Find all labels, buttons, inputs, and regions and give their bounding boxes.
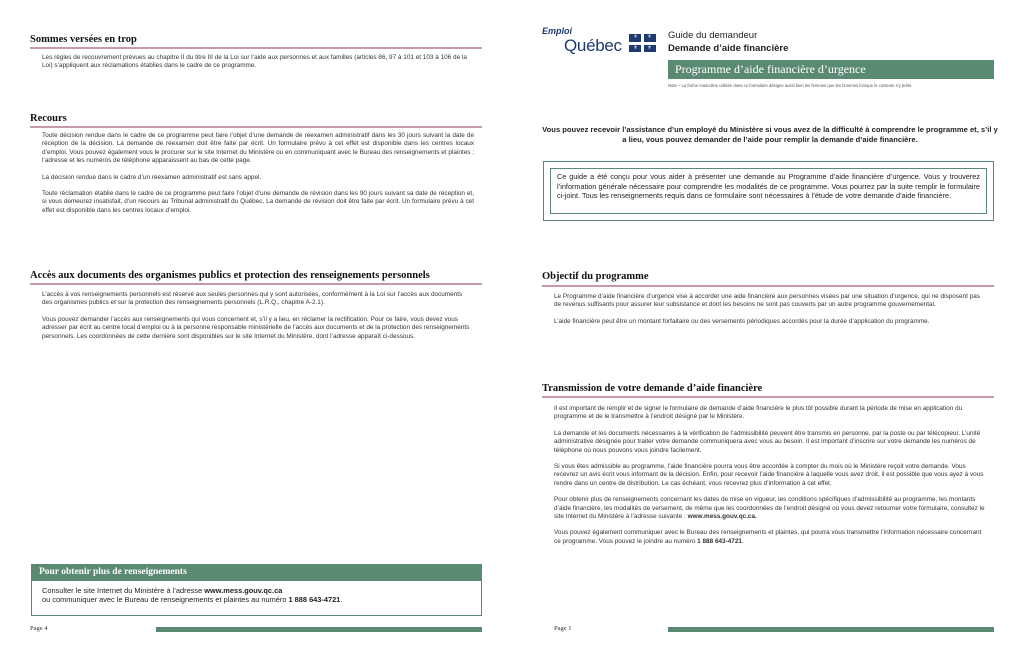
heading-acces: Accès aux documents des organismes publics et protection des renseignements personnels xyxy=(30,270,430,281)
page-number: Page 4 xyxy=(30,625,48,632)
recours-paragraph-2: La décision rendue dans le cadre d’un réexamen administratif est sans appel. xyxy=(42,173,262,181)
sommes-paragraph: Les règles de recouvrement prévues au chapitre II du titre III de la Loi sur l’aide aux personnes et aux familles (articles 86, 97 à 101 et 103 à 106 de la Loi) s’appliquent aux réclamations établies dans le cadre de ce programme. xyxy=(42,54,467,70)
transmission-text xyxy=(554,405,986,554)
page-number: Page 1 xyxy=(554,625,572,632)
heading-recours: Recours xyxy=(30,113,67,124)
website-link[interactable]: www.mess.gouv.qc.ca. xyxy=(687,513,757,521)
sommes-text xyxy=(42,54,474,79)
program-banner: Programme d’aide financière d’urgence xyxy=(668,60,994,79)
footer-bar xyxy=(668,627,994,632)
heading-sommes: Sommes versées en trop xyxy=(30,34,137,45)
transmission-p4-text: Pour obtenir plus de renseignements concernant les dates de mise en vigueur, les conditions spécifiques d’admissibilité au programme, les montants d’aide financière, les modalités de versement, de même que les coordonnées de l’endroit désigné où vous devez retourner votre formulaire, consultez le site Internet du Ministère à l’adresse suivante : xyxy=(554,496,985,521)
info-box-text xyxy=(32,581,481,609)
transmission-paragraph-3: Si vous êtes admissible au programme, l’aide financière pourra vous être accordée à compter du mois où le Ministère reçoit votre demande. Vous recevrez un avis écrit vous informant de la décision. Enfin, pour recevoir l’aide financière à laquelle vous avez droit, il est possible que vous ayez à vous rendre dans un centre de distribution. Le cas échéant, vous recevrez plus d’information à cet effet. xyxy=(554,463,984,487)
heading-objectif: Objectif du programme xyxy=(542,271,649,282)
phone-number: 1 888 643-4721 xyxy=(697,537,742,545)
transmission-paragraph-4 xyxy=(554,496,986,521)
footer-bar xyxy=(156,627,482,632)
guide-box xyxy=(543,161,994,221)
objectif-paragraph-1: Le Programme d’aide financière d’urgence vise à accorder une aide financière aux personnes visées par une situation d’urgence, qui ne disposent pas de revenus suffisants pour assurer leur subsistance et dont les besoins ne sont pas couverts par un autre programme gouvernemental. xyxy=(554,293,980,309)
acces-text xyxy=(42,291,474,349)
transmission-p5-end: . xyxy=(741,537,744,545)
heading-rule xyxy=(542,396,994,398)
gender-note: Note – La forme masculine utilisée dans ce formulaire désigne aussi bien les femmes que les hommes lorsque le contexte s’y prête. xyxy=(668,83,913,88)
logo-emploi: Emploi xyxy=(542,26,573,36)
recours-paragraph-3: Toute réclamation établie dans le cadre de ce programme peut faire l’objet d’une demande de révision dans les 90 jours suivant sa date de réception et, si vous demeurez insatisfait, d’un recours au Tribunal administratif du Québec. La demande de révision doit être faite par écrit. Un formulaire prévu à cet effet est disponible dans les centres locaux d’emploi. xyxy=(42,190,474,214)
logo-quebec: Québec xyxy=(564,36,622,55)
recours-text xyxy=(42,132,474,223)
page-1 xyxy=(512,0,1024,663)
info-box-title: Pour obtenir plus de renseignements xyxy=(32,565,481,581)
heading-rule xyxy=(30,283,482,285)
website-link[interactable]: www.mess.gouv.qc.ca xyxy=(204,586,283,595)
heading-rule xyxy=(30,126,482,128)
guide-box-text: Ce guide a été conçu pour vous aider à présenter une demande au Programme d’aide financière d’urgence. Vous y trouverez l’information générale nécessaire pour comprendre les modalités de ce programme. Vous pourrez par la suite remplir le formulaire ci-joint. Tous les renseignements requis dans ce formulaire sont nécessaires à l’étude de votre demande d’aide financière. xyxy=(550,168,987,214)
info-line1: Consulter le site Internet du Ministère à l’adresse xyxy=(42,586,205,595)
transmission-p5-text: Vous pouvez également communiquer avec le Bureau des renseignements et plaintes, qui pourra vous transmettre l’information nécessaire concernant ce programme. Vous pouvez le joindre au numéro xyxy=(554,529,982,545)
info-box xyxy=(31,564,482,616)
acces-paragraph-2: Vous pouvez demander l’accès aux renseignements qui vous concernent et, s’il y a lieu, en réclamer la rectification. Pour ce faire, vous devez vous adresser par écrit au centre local d’emploi ou à la personne responsable ministérielle de l’accès aux documents et de la protection des renseignements personnels. Les coordonnées de cette dernière sont disponibles sur le site Internet du Ministère, dont l’adresse apparaît ci-dessous. xyxy=(42,315,470,340)
phone-number: 1 888 643-4721 xyxy=(288,595,341,604)
acces-paragraph-1: L’accès à vos renseignements personnels est réservé aux seules personnes qui y sont autorisées, conformément à la Loi sur l’accès aux documents des organismes publics et sur la protection des renseignements personnels (L.R.Q., chapitre A-2.1). xyxy=(42,291,463,307)
heading-transmission: Transmission de votre demande d’aide financière xyxy=(542,383,763,394)
heading-rule xyxy=(30,47,482,49)
assistance-notice: Vous pouvez recevoir l’assistance d’un employé du Ministère si vous avez de la difficulté à comprendre le programme et, s’il y a lieu, vous pouvez demander de l’aide pour remplir la demande d’aide financière. xyxy=(542,125,998,144)
recours-paragraph-1: Toute décision rendue dans le cadre de ce programme peut faire l’objet d’une demande de réexamen administratif dans les 30 jours suivant la date de réception de la décision. La demande de réexamen doit être faite par écrit. Un formulaire prévu à cet effet est disponible dans les centres locaux d’emploi. Vous pouvez également vous le procurer sur le site Internet du Ministère ou en communiquant avec le Bureau des renseignements et plaintes ; l’adresse et les numéros de téléphone apparaissent au bas de cette page. xyxy=(42,132,474,165)
info-line2: ou communiquer avec le Bureau de renseignements et plaintes au numéro xyxy=(42,595,289,604)
objectif-paragraph-2: L’aide financière peut être un montant forfaitaire ou des versements périodiques accordés pour la durée d’application du programme. xyxy=(554,317,930,325)
info-line2-end: . xyxy=(340,595,343,604)
heading-rule xyxy=(542,285,994,287)
objectif-text xyxy=(554,293,986,334)
transmission-paragraph-2: La demande et les documents nécessaires à la vérification de l’admissibilité peuvent être transmis en personne, par la poste ou par télécopieur. L’unité administrative désignée pour traiter votre demande communiquera avec vous au besoin. Il est important d’inscrire sur votre demande les numéros de téléphone où nous pouvons vous joindre facilement. xyxy=(554,429,981,454)
transmission-paragraph-1: Il est important de remplir et de signer le formulaire de demande d’aide financière le plus tôt possible durant la période de mise en application du programme et de le transmettre à l’endroit désigné par le Ministère. xyxy=(554,405,963,421)
quebec-flag-icon: ⚜ ⚜ ⚜ ⚜ xyxy=(629,34,656,52)
transmission-paragraph-5 xyxy=(554,529,986,546)
guide-subtitle: Demande d’aide financière xyxy=(668,43,789,54)
guide-title: Guide du demandeur xyxy=(668,30,758,41)
